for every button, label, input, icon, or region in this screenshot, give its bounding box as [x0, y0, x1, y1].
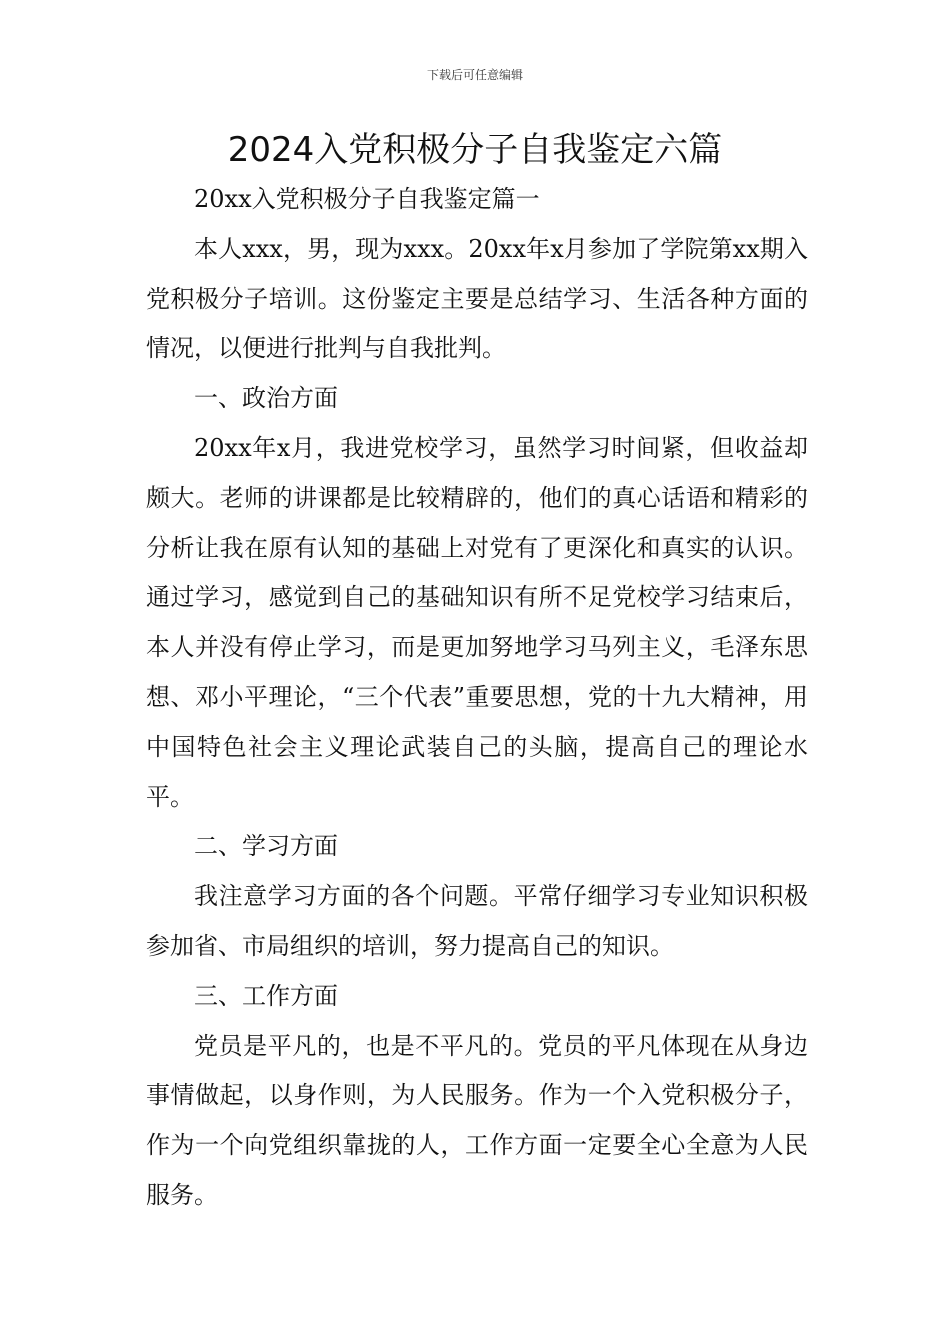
paragraph-heading-work: 三、工作方面 [194, 981, 338, 1010]
download-note: 下载后可任意编辑 [426, 68, 523, 82]
paragraph-political: 20xx年x月，我进党校学习，虽然学习时间紧，但收益却颇大。老师的讲课都是比较精辟的，他们的真心话语和精彩的分析让我在原有认知的基础上对党有了更深化和真实的认识。通过学习，感觉到自己的基础知识有所不足党校学习结束后，本人并没有停止学习，而是更加努地学习马列主义，毛泽东思想、邓小平理论，“三个代表”重要思想，党的十九大精神，用中国特色社会主义理论武装自己的头脑，提高自己的理论水平。 [146, 433, 808, 811]
document-title: 2024入党积极分子自我鉴定六篇 [227, 130, 723, 170]
paragraph-heading-study: 二、学习方面 [194, 832, 338, 861]
paragraph-study: 我注意学习方面的各个问题。平常仔细学习专业知识积极参加省、市局组织的培训，努力提高自己的知识。 [146, 882, 808, 960]
paragraph-section-heading: 20xx入党积极分子自我鉴定篇一 [194, 185, 540, 213]
paragraph-intro: 本人xxx，男，现为xxx。20xx年x月参加了学院第xx期入党积极分子培训。这份鉴定主要是总结学习、生活各种方面的情况，以便进行批判与自我批判。 [146, 234, 808, 363]
paragraph-heading-political: 一、政治方面 [194, 384, 338, 413]
paragraph-work: 党员是平凡的，也是不平凡的。党员的平凡体现在从身边事情做起，以身作则，为人民服务。作为一个入党积极分子，作为一个向党组织靠拢的人，工作方面一定要全心全意为人民服务。 [146, 1031, 808, 1209]
document-body [146, 175, 808, 1221]
